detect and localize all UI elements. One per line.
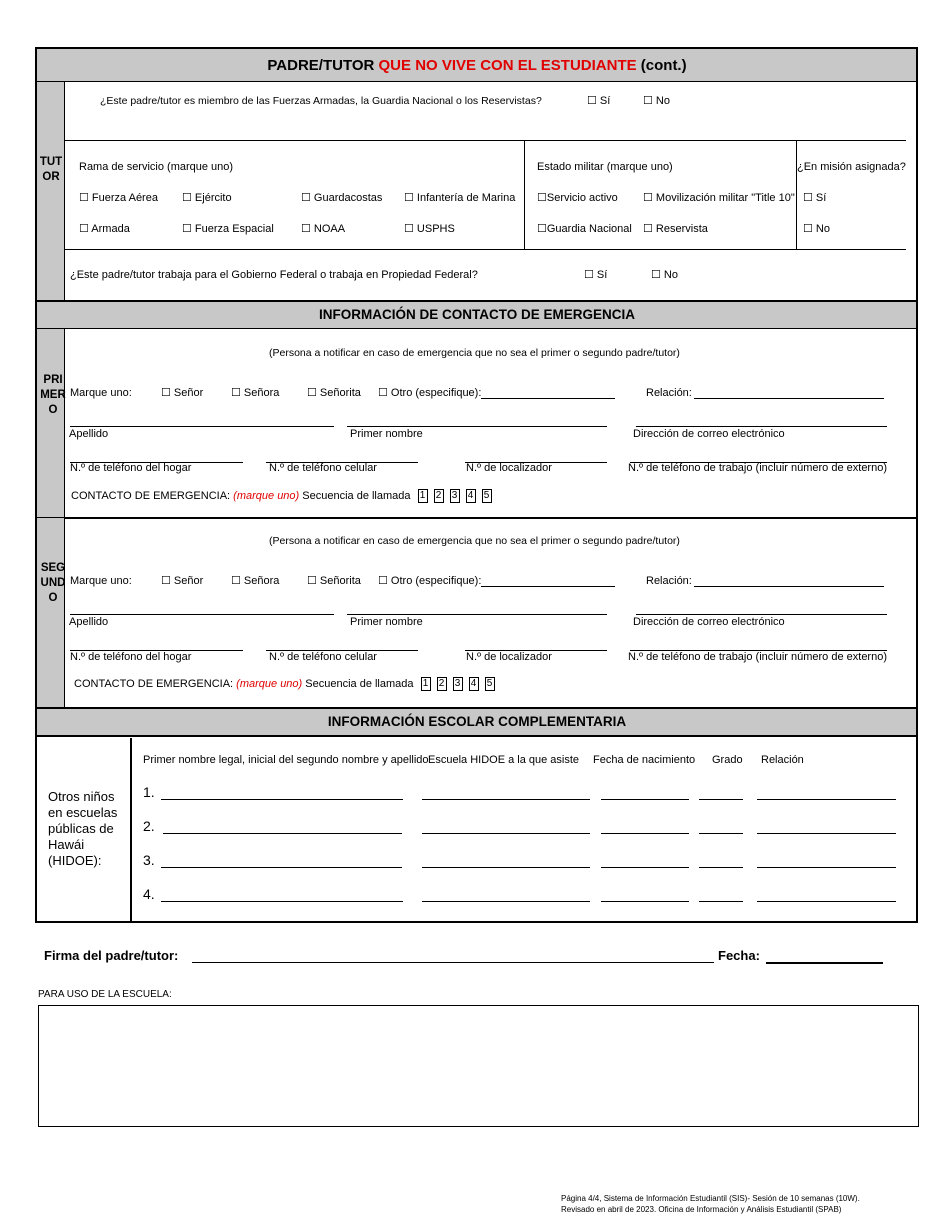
first-call-sequence-row: CONTACTO DE EMERGENCIA: (marque uno) Secuencia de llamada 1 2 3 4 5 (71, 489, 498, 503)
child-4-relation-field[interactable] (757, 901, 896, 902)
first-seq-4-checkbox[interactable]: 4 (466, 489, 476, 503)
first-seq-3-checkbox[interactable]: 3 (450, 489, 460, 503)
divider (65, 140, 906, 141)
footer-line-2: Revisado en abril de 2023. Oficina de Información y Análisis Estudiantil (SPAB) (561, 1205, 842, 1214)
date-label: Fecha: (718, 948, 760, 963)
second-home-phone-label: N.º de teléfono del hogar (70, 651, 192, 663)
mission-label: ¿En misión asignada? (797, 161, 906, 173)
second-seq-5-checkbox[interactable]: 5 (485, 677, 495, 691)
branch-noaa-checkbox[interactable]: ☐ NOAA (301, 223, 346, 235)
school-use-box[interactable] (38, 1005, 919, 1127)
second-other-field[interactable] (481, 586, 615, 587)
first-seq-2-checkbox[interactable]: 2 (434, 489, 444, 503)
second-mr-checkbox[interactable]: ☐ Señor (161, 575, 204, 587)
mission-yes-checkbox[interactable]: ☐ Sí (803, 192, 827, 204)
child-3-name-field[interactable] (161, 867, 402, 868)
child-3-dob-field[interactable] (601, 867, 689, 868)
branch-coast-guard-checkbox[interactable]: ☐ Guardacostas (301, 192, 383, 204)
mission-no-checkbox[interactable]: ☐ No (803, 223, 830, 235)
child-4-dob-field[interactable] (601, 901, 689, 902)
second-contact-side-bar (37, 518, 65, 707)
branch-army-checkbox[interactable]: ☐ Ejército (182, 192, 232, 204)
branch-navy-checkbox[interactable]: ☐ Armada (79, 223, 130, 235)
divider (65, 249, 906, 250)
second-first-name-label: Primer nombre (350, 616, 423, 628)
first-relation-label: Relación: (646, 387, 692, 399)
armed-forces-no-checkbox[interactable]: ☐ No (643, 95, 670, 107)
status-active-duty-checkbox[interactable]: ☐Servicio activo (537, 192, 618, 204)
date-field[interactable] (766, 962, 883, 964)
second-miss-checkbox[interactable]: ☐ Señorita (307, 575, 361, 587)
child-row-number: 3. (143, 852, 155, 868)
school-section-title: INFORMACIÓN ESCOLAR COMPLEMENTARIA (327, 714, 627, 729)
federal-question: ¿Este padre/tutor trabaja para el Gobierno Federal o trabaja en Propiedad Federal? (70, 269, 478, 281)
child-1-grade-field[interactable] (699, 799, 743, 800)
emergency-section (35, 300, 918, 709)
second-email-label: Dirección de correo electrónico (633, 616, 785, 628)
first-pager-label: N.º de localizador (466, 462, 552, 474)
signature-label: Firma del padre/tutor: (44, 948, 179, 963)
first-seq-5-checkbox[interactable]: 5 (482, 489, 492, 503)
branch-usphs-checkbox[interactable]: ☐ USPHS (404, 223, 455, 235)
child-1-relation-field[interactable] (757, 799, 896, 800)
signature-field[interactable] (192, 962, 714, 963)
child-row-number: 2. (143, 818, 155, 834)
guardian-section-title: PADRE/TUTOR QUE NO VIVE CON EL ESTUDIANTE (cont.) (267, 57, 687, 74)
second-seq-1-checkbox[interactable]: 1 (421, 677, 431, 691)
second-email-field[interactable] (636, 614, 887, 615)
child-row-number: 1. (143, 784, 155, 800)
second-cell-phone-label: N.º de teléfono celular (269, 651, 377, 663)
status-title10-checkbox[interactable]: ☐ Movilización militar "Title 10" (643, 192, 795, 204)
armed-forces-yes-checkbox[interactable]: ☐ Sí (587, 95, 611, 107)
divider (37, 517, 916, 519)
federal-yes-checkbox[interactable]: ☐ Sí (584, 269, 608, 281)
guardian-section (35, 47, 918, 302)
second-relation-label: Relación: (646, 575, 692, 587)
col-relation-header: Relación (761, 754, 804, 766)
first-cell-phone-label: N.º de teléfono celular (269, 462, 377, 474)
second-seq-4-checkbox[interactable]: 4 (469, 677, 479, 691)
child-2-school-field[interactable] (422, 833, 590, 834)
footer-line-1: Página 4/4, Sistema de Información Estudiantil (SIS)- Sesión de 10 semanas (10W). (561, 1194, 860, 1203)
school-use-label: PARA USO DE LA ESCUELA: (38, 989, 172, 1000)
first-other-checkbox[interactable]: ☐ Otro (especifique): (378, 387, 482, 399)
child-2-relation-field[interactable] (757, 833, 896, 834)
second-mark-one-label: Marque uno: (70, 575, 132, 587)
first-home-phone-label: N.º de teléfono del hogar (70, 462, 192, 474)
branch-label: Rama de servicio (marque uno) (79, 161, 234, 173)
second-contact-note: (Persona a notificar en caso de emergencia que no sea el primer o segundo padre/tutor) (269, 535, 680, 547)
first-miss-checkbox[interactable]: ☐ Señorita (307, 387, 361, 399)
first-contact-note: (Persona a notificar en caso de emergencia que no sea el primer o segundo padre/tutor) (269, 347, 680, 359)
emergency-section-title: INFORMACIÓN DE CONTACTO DE EMERGENCIA (318, 307, 635, 322)
divider (130, 738, 132, 921)
first-contact-side-label: PRIMERO (40, 374, 66, 416)
branch-space-force-checkbox[interactable]: ☐ Fuerza Espacial (182, 223, 274, 235)
first-mrs-checkbox[interactable]: ☐ Señora (231, 387, 280, 399)
child-2-grade-field[interactable] (699, 833, 743, 834)
child-4-grade-field[interactable] (699, 901, 743, 902)
second-last-name-label: Apellido (69, 616, 109, 628)
col-name-header: Primer nombre legal, inicial del segundo nombre y apellido (143, 754, 429, 766)
federal-no-checkbox[interactable]: ☐ No (651, 269, 678, 281)
child-row-number: 4. (143, 886, 155, 902)
first-first-name-label: Primer nombre (350, 428, 423, 440)
school-section (35, 707, 918, 923)
first-email-field[interactable] (636, 426, 887, 427)
second-seq-3-checkbox[interactable]: 3 (453, 677, 463, 691)
other-children-label: Otros niños en escuelas públicas de Hawái (HIDOE): (48, 789, 118, 868)
child-1-dob-field[interactable] (601, 799, 689, 800)
child-3-grade-field[interactable] (699, 867, 743, 868)
military-status-label: Estado militar (marque uno) (537, 161, 673, 173)
second-call-sequence-row: CONTACTO DE EMERGENCIA: (marque uno) Secuencia de llamada 1 2 3 4 5 (74, 677, 501, 691)
armed-forces-question: ¿Este padre/tutor es miembro de las Fuerzas Armadas, la Guardia Nacional o los Reservistas? (100, 95, 542, 107)
col-grade-header: Grado (712, 754, 743, 766)
divider (796, 140, 797, 249)
first-other-field[interactable] (481, 398, 615, 399)
child-1-school-field[interactable] (422, 799, 590, 800)
first-last-name-field[interactable] (70, 426, 334, 427)
child-3-relation-field[interactable] (757, 867, 896, 868)
first-work-phone-label: N.º de teléfono de trabajo (incluir número de externo) (628, 462, 887, 474)
first-mark-one-label: Marque uno: (70, 387, 132, 399)
child-3-school-field[interactable] (422, 867, 590, 868)
first-first-name-field[interactable] (347, 426, 607, 427)
first-email-label: Dirección de correo electrónico (633, 428, 785, 440)
second-other-checkbox[interactable]: ☐ Otro (especifique): (378, 575, 482, 587)
second-pager-label: N.º de localizador (466, 651, 552, 663)
child-1-name-field[interactable] (161, 799, 403, 800)
child-2-dob-field[interactable] (601, 833, 689, 834)
child-4-school-field[interactable] (422, 901, 590, 902)
guardian-side-bar (37, 82, 65, 300)
child-2-name-field[interactable] (163, 833, 402, 834)
guardian-side-label: TUTOR (39, 156, 63, 183)
second-last-name-field[interactable] (70, 614, 334, 615)
first-mr-checkbox[interactable]: ☐ Señor (161, 387, 204, 399)
col-dob-header: Fecha de nacimiento (593, 754, 696, 766)
child-4-name-field[interactable] (161, 901, 403, 902)
second-relation-field[interactable] (694, 586, 884, 587)
branch-marines-checkbox[interactable]: ☐ Infantería de Marina (404, 192, 516, 204)
first-last-name-label: Apellido (69, 428, 109, 440)
second-seq-2-checkbox[interactable]: 2 (437, 677, 447, 691)
col-school-header: Escuela HIDOE a la que asiste (428, 754, 580, 766)
branch-air-force-checkbox[interactable]: ☐ Fuerza Aérea (79, 192, 158, 204)
status-national-guard-checkbox[interactable]: ☐Guardia Nacional (537, 223, 632, 235)
divider (524, 140, 525, 249)
second-work-phone-label: N.º de teléfono de trabajo (incluir número de externo) (628, 651, 887, 663)
second-contact-side-label: SEGUNDO (40, 562, 66, 604)
first-contact-side-bar (37, 329, 65, 517)
second-mrs-checkbox[interactable]: ☐ Señora (231, 575, 280, 587)
status-reservist-checkbox[interactable]: ☐ Reservista (643, 223, 708, 235)
second-first-name-field[interactable] (347, 614, 607, 615)
first-relation-field[interactable] (694, 398, 884, 399)
first-seq-1-checkbox[interactable]: 1 (418, 489, 428, 503)
